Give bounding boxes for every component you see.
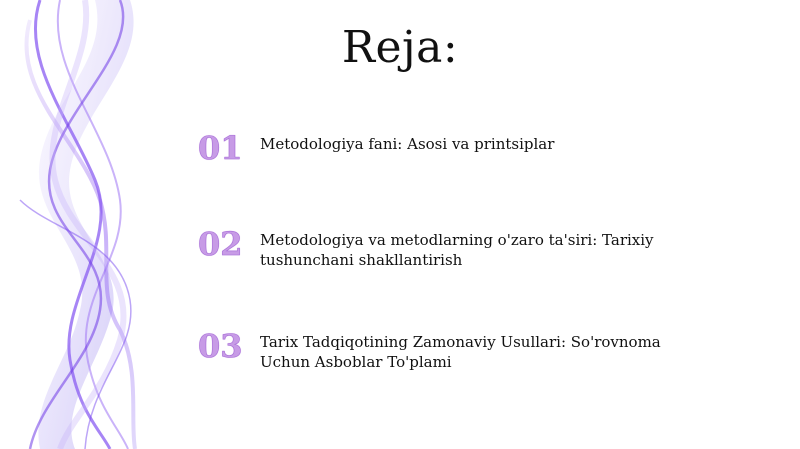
- agenda-item-3: [198, 327, 700, 372]
- agenda-item-number: 01: [198, 129, 243, 167]
- agenda-item-text: Tarix Tadqiqotining Zamonaviy Usullari: So'rovnoma Uchun Asboblar To'plami: [260, 333, 661, 371]
- agenda-item-2: [198, 225, 700, 270]
- agenda-item-number: 02: [198, 225, 243, 263]
- agenda-item-text: Metodologiya fani: Asosi va printsiplar: [260, 135, 555, 153]
- agenda-item-1: [198, 129, 700, 167]
- slide-title-text: Reja:: [341, 22, 459, 73]
- slide-title: [0, 22, 800, 73]
- agenda-item-number: 03: [198, 327, 243, 365]
- agenda-item-text: Metodologiya va metodlarning o'zaro ta'siri: Tarixiy tushunchani shakllantirish: [260, 231, 654, 269]
